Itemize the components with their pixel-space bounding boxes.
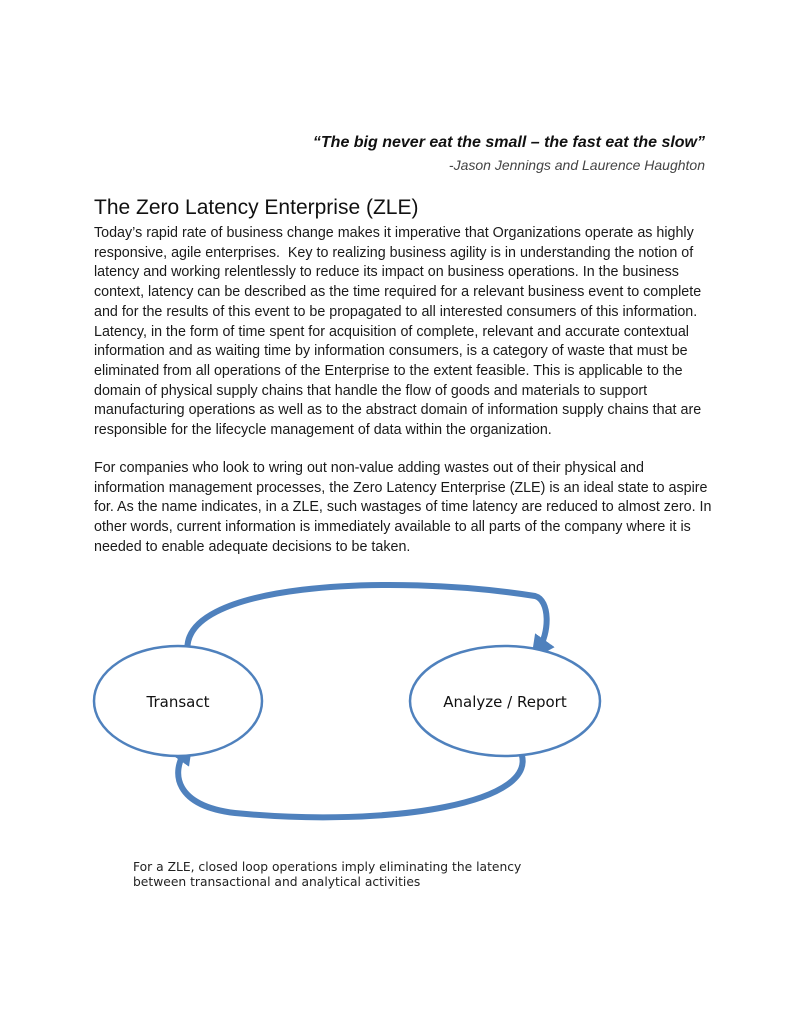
top-flow-arrow: [187, 585, 546, 654]
diagram-caption: [133, 860, 521, 890]
epigraph-attribution: -Jason Jennings and Laurence Haughton: [448, 157, 705, 173]
body-paragraph-1: Today’s rapid rate of business change makes it imperative that Organizations operate as highly responsive, agile enterprises. Key to realizing business agility is in understanding the notion of latency and working relentlessly to reduce its impact on business operations. In the business context, latency can be described as the time required for a relevant business event to complete and for the results of this event to be propagated to all interested consumers of this information. Latency, in the form of time spent for acquisition of complete, relevant and accurate contextual information and as waiting time by information consumers, is a category of waste that must be eliminated from all operations of the Enterprise to the extent feasible. This is applicable to the domain of physical supply chains that handle the flow of goods and materials to support manufacturing operations as well as to the abstract domain of information supply chains that are responsible for the lifecycle management of data within the organization.: [94, 225, 702, 439]
body-paragraph-2: For companies who look to wring out non-value adding wastes out of their physical and information management processes, the Zero Latency Enterprise (ZLE) is an ideal state to aspire for. As the name indicates, in a ZLE, such wastages of time latency are reduced to almost zero. In other words, current information is immediately available to all parts of the company where it is needed to enable adequate decisions to be taken.: [94, 460, 712, 555]
zle-loop-diagram: [90, 578, 610, 828]
caption-line-2: between transactional and analytical activities: [133, 875, 421, 889]
caption-line-1: For a ZLE, closed loop operations imply eliminating the latency: [133, 860, 522, 874]
transact-label: Transact: [146, 693, 210, 711]
bottom-flow-arrow: [178, 750, 522, 817]
analyze-report-label: Analyze / Report: [443, 693, 567, 711]
section-title: The Zero Latency Enterprise (ZLE): [94, 196, 419, 219]
epigraph-quote: “The big never eat the small – the fast eat the slow”: [312, 134, 705, 151]
